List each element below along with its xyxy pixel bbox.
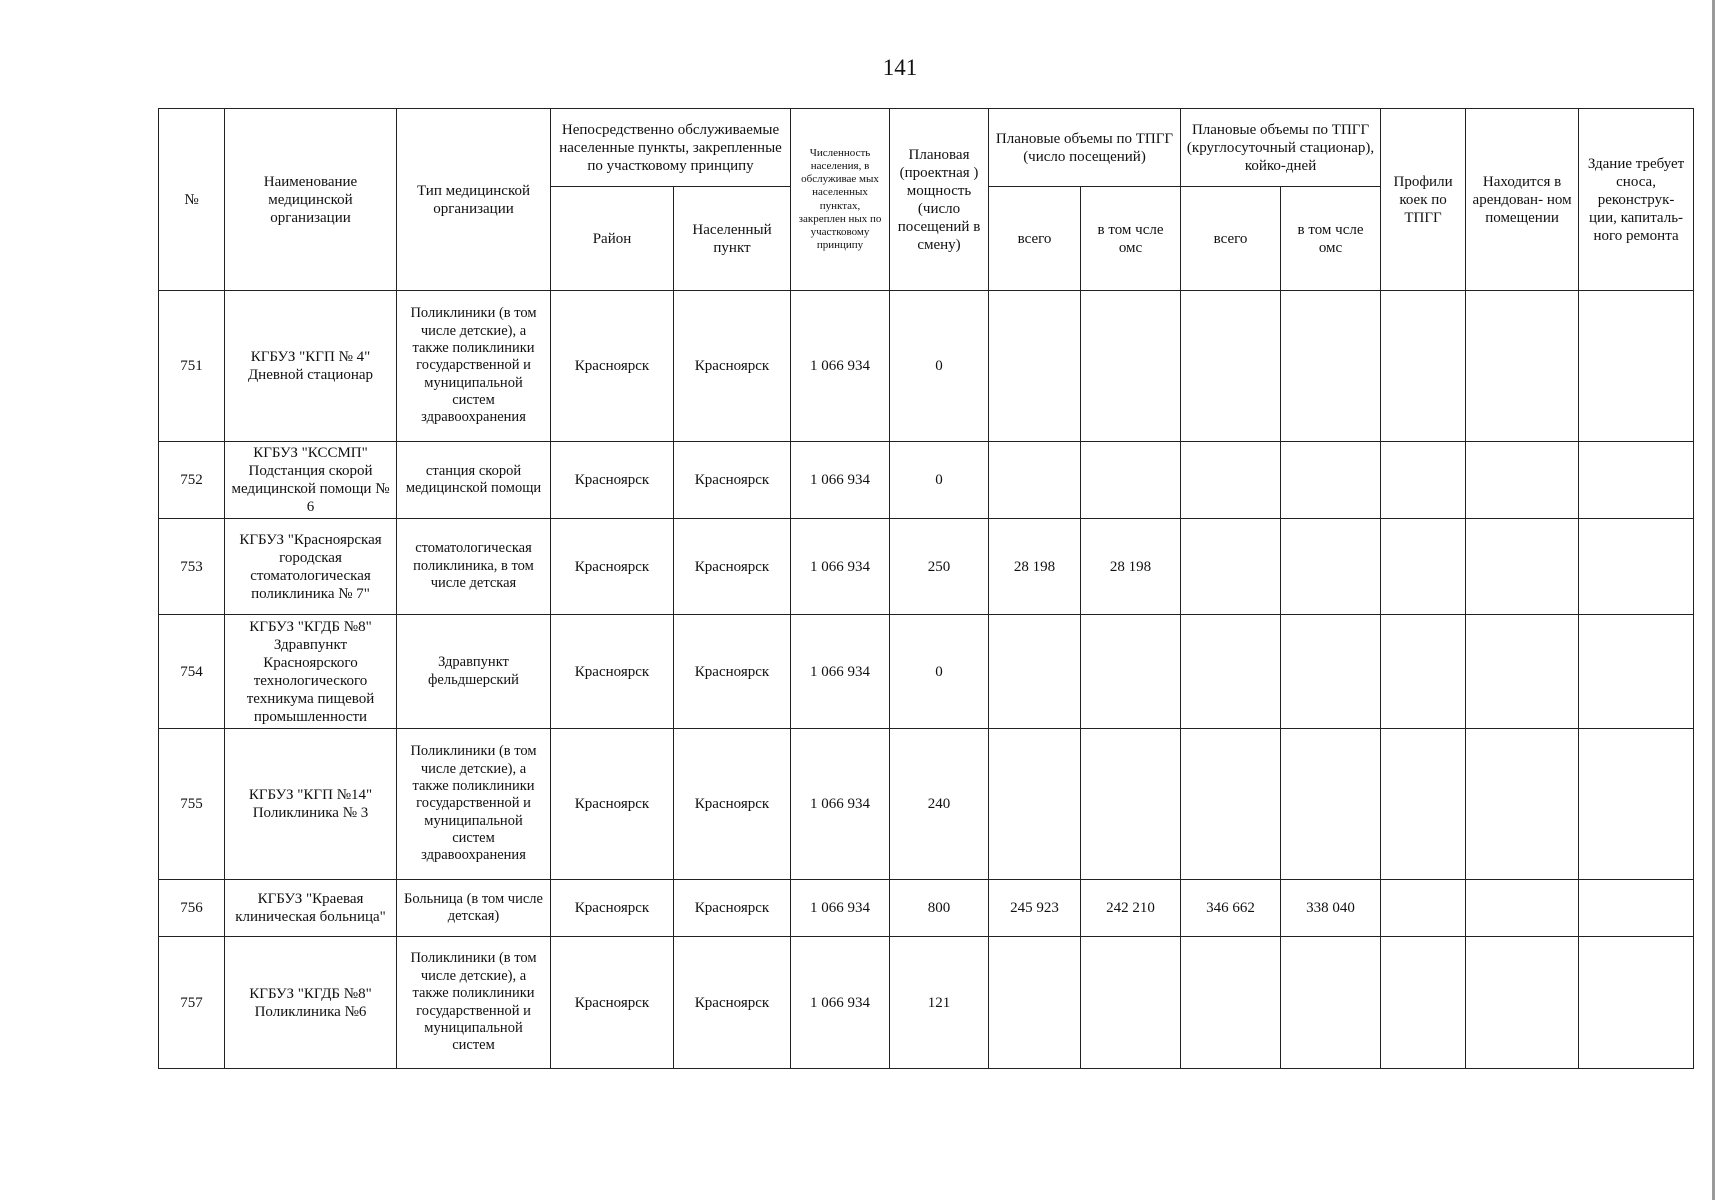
row-building (1579, 519, 1694, 615)
row-num: 752 (159, 442, 225, 519)
row-district: Красноярск (551, 291, 674, 442)
row-profiles (1381, 880, 1466, 937)
row-building (1579, 729, 1694, 880)
row-type: стоматологическая поликлиника, в том числе детская (397, 519, 551, 615)
header-bed-profiles: Профили коек по ТПГГ (1381, 109, 1466, 291)
row-profiles (1381, 615, 1466, 729)
row-visits-total: 28 198 (989, 519, 1081, 615)
header-capacity: Плановая (проектная ) мощность (число посещений в смену) (890, 109, 989, 291)
row-locality: Красноярск (674, 937, 791, 1069)
row-district: Красноярск (551, 937, 674, 1069)
row-building (1579, 937, 1694, 1069)
row-visits-oms (1081, 442, 1181, 519)
header-leased: Находится в арендован- ном помещении (1466, 109, 1579, 291)
row-name: КГБУЗ "КГП №14" Поликлиника № 3 (225, 729, 397, 880)
row-capacity: 0 (890, 291, 989, 442)
row-capacity: 0 (890, 442, 989, 519)
table-row (159, 442, 1694, 519)
row-district: Красноярск (551, 442, 674, 519)
row-capacity: 250 (890, 519, 989, 615)
row-type: Больница (в том числе детская) (397, 880, 551, 937)
row-type: станция скорой медицинской помощи (397, 442, 551, 519)
row-leased (1466, 519, 1579, 615)
row-leased (1466, 442, 1579, 519)
row-name: КГБУЗ "КГДБ №8" Поликлиника №6 (225, 937, 397, 1069)
row-locality: Красноярск (674, 519, 791, 615)
header-name: Наименование медицинской организации (225, 109, 397, 291)
row-profiles (1381, 442, 1466, 519)
row-beds-total (1181, 615, 1281, 729)
row-beds-oms: 338 040 (1281, 880, 1381, 937)
table-row (159, 615, 1694, 729)
row-num: 751 (159, 291, 225, 442)
header-planned-visits: Плановые объемы по ТПГГ (число посещений) (989, 109, 1181, 187)
table-row (159, 729, 1694, 880)
row-district: Красноярск (551, 729, 674, 880)
row-beds-oms (1281, 442, 1381, 519)
page-number: 141 (882, 55, 918, 80)
row-beds-oms (1281, 937, 1381, 1069)
row-population: 1 066 934 (791, 519, 890, 615)
row-population: 1 066 934 (791, 729, 890, 880)
row-locality: Красноярск (674, 615, 791, 729)
row-population: 1 066 934 (791, 937, 890, 1069)
row-district: Красноярск (551, 880, 674, 937)
row-visits-total (989, 291, 1081, 442)
row-num: 755 (159, 729, 225, 880)
header-beds-total: всего (1181, 187, 1281, 291)
row-name: КГБУЗ "КГП № 4" Дневной стационар (225, 291, 397, 442)
row-district: Красноярск (551, 615, 674, 729)
row-profiles (1381, 291, 1466, 442)
row-beds-total: 346 662 (1181, 880, 1281, 937)
row-visits-oms: 28 198 (1081, 519, 1181, 615)
table-header (159, 109, 1694, 291)
row-capacity: 121 (890, 937, 989, 1069)
row-district: Красноярск (551, 519, 674, 615)
row-type: Поликлиники (в том числе детские), а также поликлиники государственной и муниципальной систем здравоохранения (397, 291, 551, 442)
row-beds-total (1181, 442, 1281, 519)
medical-organizations-table (158, 108, 1694, 1069)
row-capacity: 240 (890, 729, 989, 880)
row-num: 757 (159, 937, 225, 1069)
row-visits-total: 245 923 (989, 880, 1081, 937)
row-capacity: 0 (890, 615, 989, 729)
row-visits-oms: 242 210 (1081, 880, 1181, 937)
row-visits-total (989, 442, 1081, 519)
row-building (1579, 442, 1694, 519)
row-name: КГБУЗ "КССМП" Подстанция скорой медицинской помощи № 6 (225, 442, 397, 519)
table-row (159, 519, 1694, 615)
row-capacity: 800 (890, 880, 989, 937)
table-row (159, 291, 1694, 442)
table-row (159, 880, 1694, 937)
table-row (159, 937, 1694, 1069)
header-visits-oms: в том чсле омс (1081, 187, 1181, 291)
row-leased (1466, 937, 1579, 1069)
row-beds-oms (1281, 729, 1381, 880)
row-building (1579, 880, 1694, 937)
row-building (1579, 615, 1694, 729)
row-num: 754 (159, 615, 225, 729)
row-num: 756 (159, 880, 225, 937)
row-locality: Красноярск (674, 880, 791, 937)
header-building: Здание требует сноса, реконструк- ции, капиталь- ного ремонта (1579, 109, 1694, 291)
row-visits-oms (1081, 937, 1181, 1069)
table-body (159, 291, 1694, 1069)
row-name: КГБУЗ "КГДБ №8" Здравпункт Красноярского технологического техникума пищевой промышленности (225, 615, 397, 729)
row-beds-total (1181, 937, 1281, 1069)
row-type: Поликлиники (в том числе детские), а также поликлиники государственной и муниципальной систем (397, 937, 551, 1069)
row-profiles (1381, 519, 1466, 615)
header-district: Район (551, 187, 674, 291)
row-population: 1 066 934 (791, 615, 890, 729)
header-locality: Населенный пункт (674, 187, 791, 291)
header-population: Численность населения, в обслуживае мых населенных пунктах, закреплен ных по участковому принципу (791, 109, 890, 291)
row-type: Здравпункт фельдшерский (397, 615, 551, 729)
row-visits-oms (1081, 291, 1181, 442)
row-population: 1 066 934 (791, 291, 890, 442)
row-leased (1466, 291, 1579, 442)
row-type: Поликлиники (в том числе детские), а также поликлиники государственной и муниципальной систем здравоохранения (397, 729, 551, 880)
header-type: Тип медицинской организации (397, 109, 551, 291)
row-building (1579, 291, 1694, 442)
row-locality: Красноярск (674, 291, 791, 442)
row-leased (1466, 615, 1579, 729)
header-beds-oms: в том чсле омс (1281, 187, 1381, 291)
row-beds-oms (1281, 519, 1381, 615)
row-beds-total (1181, 729, 1281, 880)
header-served-points: Непосредственно обслуживаемые населенные пункты, закрепленные по участковому принципу (551, 109, 791, 187)
row-leased (1466, 880, 1579, 937)
row-num: 753 (159, 519, 225, 615)
row-beds-oms (1281, 291, 1381, 442)
row-name: КГБУЗ "Краевая клиническая больница" (225, 880, 397, 937)
row-locality: Красноярск (674, 442, 791, 519)
row-beds-oms (1281, 615, 1381, 729)
row-beds-total (1181, 291, 1281, 442)
header-visits-total: всего (989, 187, 1081, 291)
row-visits-total (989, 615, 1081, 729)
row-visits-oms (1081, 729, 1181, 880)
row-visits-total (989, 937, 1081, 1069)
row-beds-total (1181, 519, 1281, 615)
row-profiles (1381, 729, 1466, 880)
row-visits-total (989, 729, 1081, 880)
row-population: 1 066 934 (791, 880, 890, 937)
row-locality: Красноярск (674, 729, 791, 880)
header-num: № (159, 109, 225, 291)
row-population: 1 066 934 (791, 442, 890, 519)
row-visits-oms (1081, 615, 1181, 729)
row-name: КГБУЗ "Красноярская городская стоматологическая поликлиника № 7" (225, 519, 397, 615)
row-profiles (1381, 937, 1466, 1069)
header-planned-beds: Плановые объемы по ТПГГ (круглосуточный стационар), койко-дней (1181, 109, 1381, 187)
row-leased (1466, 729, 1579, 880)
